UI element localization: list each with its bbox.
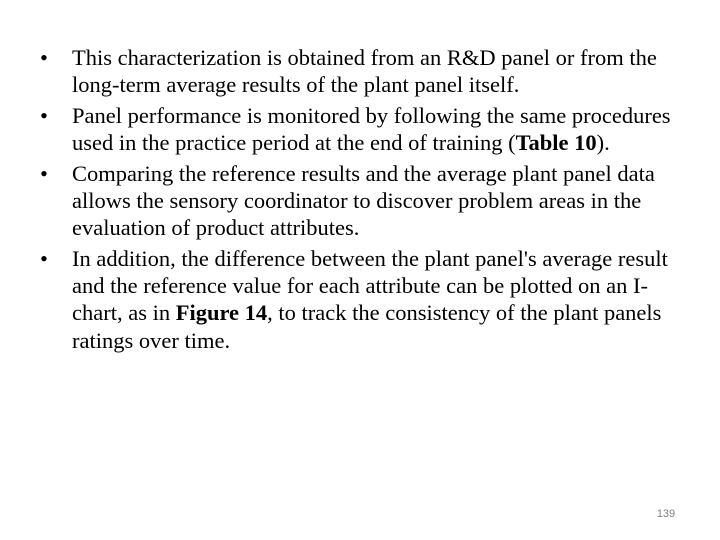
bullet-marker: • (40, 45, 48, 70)
bullet-list (40, 44, 685, 357)
page-number: 139 (656, 508, 676, 520)
bullet-text (72, 45, 657, 97)
bullet-marker: • (40, 102, 48, 128)
bullet-marker: • (40, 160, 48, 186)
bullet-text (72, 246, 668, 353)
bullet-item (40, 160, 685, 242)
bullet-text-segment: Comparing the reference results and the average plant panel data allows the sensory coordinator to discover problem areas in the evaluation of product attributes. (72, 160, 655, 241)
figure-reference: Figure 14 (175, 300, 268, 326)
bullet-text-segment: ). (596, 130, 610, 156)
bullet-text-segment: , to track the consistency of the plant panels ratings over time. (72, 300, 662, 353)
bullet-text (72, 161, 655, 240)
bullet-text (72, 103, 671, 155)
bullet-text-segment: In addition, the difference between the plant panel's average result and the reference value for each attribute can be plotted on an I-chart, as in (72, 245, 668, 326)
bullet-item (40, 245, 685, 354)
table-reference: Table 10 (515, 130, 597, 156)
bullet-item (40, 44, 685, 98)
bullet-text-segment: This characterization is obtained from an R&D panel or from the long-term average results of the plant panel itself. (72, 45, 657, 98)
bullet-item (40, 102, 685, 156)
bullet-text-segment: Panel performance is monitored by following the same procedures used in the practice period at the end of training ( (72, 102, 671, 156)
bullet-marker: • (40, 245, 48, 271)
